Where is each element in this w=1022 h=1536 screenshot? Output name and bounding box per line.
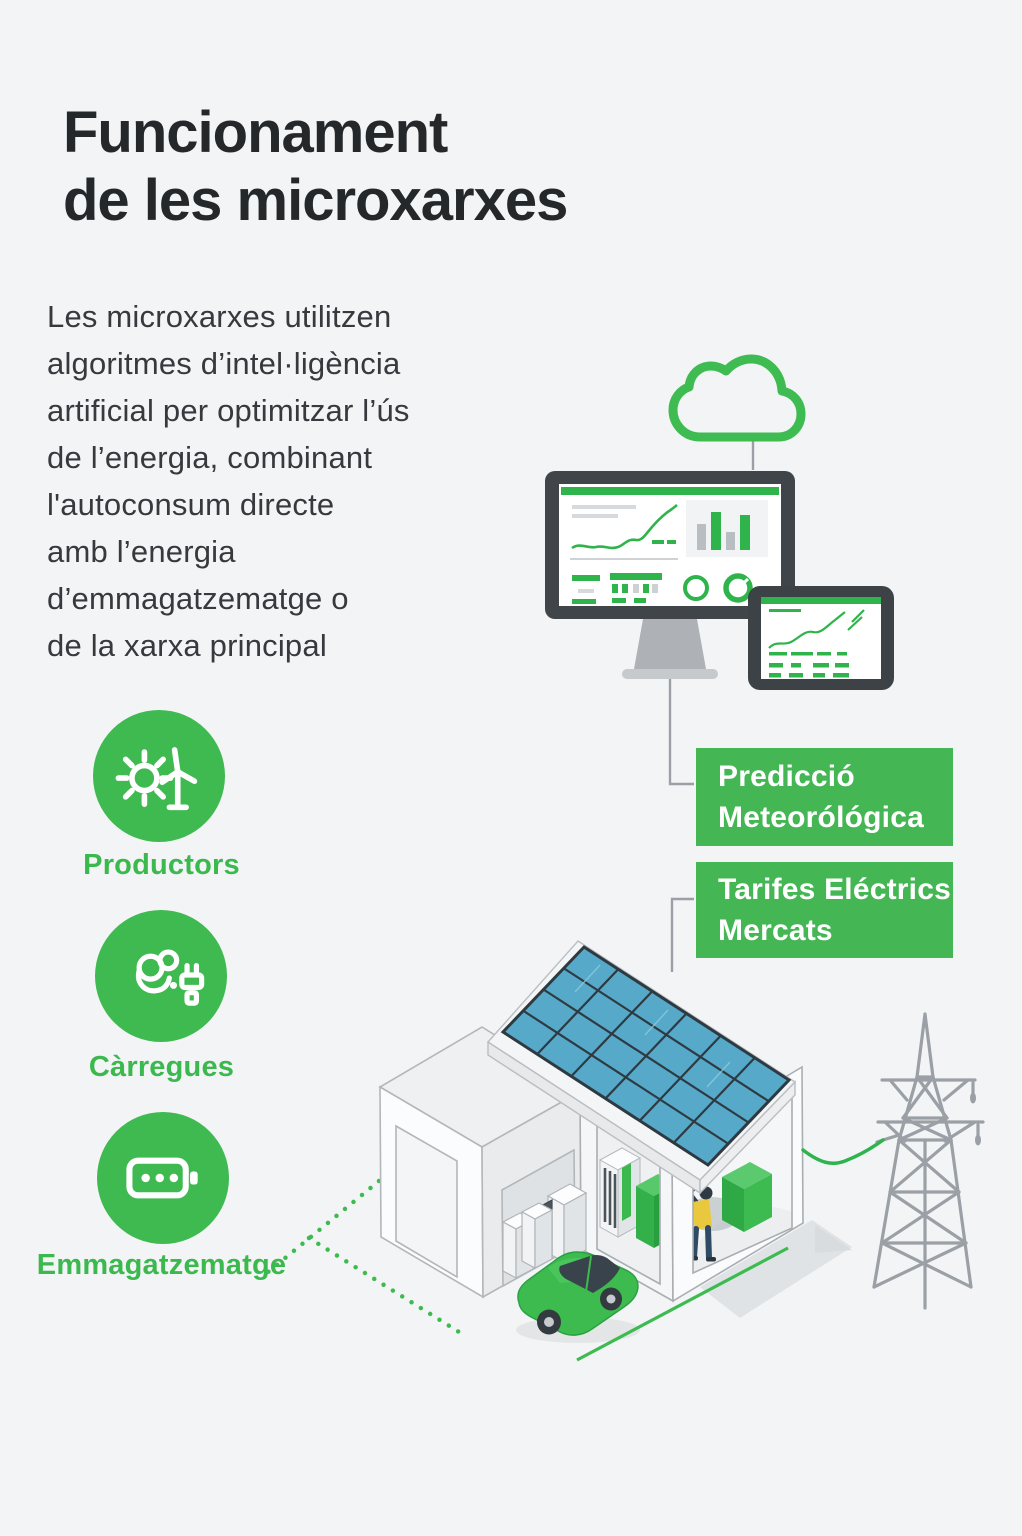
tablet-dashboard: [748, 586, 894, 690]
battery-cabinet-small-2: [522, 1203, 552, 1268]
legend-label-loads: Càrregues: [88, 1051, 235, 1083]
plug-load-icon: [111, 926, 211, 1026]
sun-wind-turbine-icon: [109, 726, 209, 826]
legend-label-producers: Productors: [83, 849, 240, 881]
dashboard-donut-chart: [685, 577, 707, 599]
weather-box-connector: [670, 678, 694, 784]
legend-item-loads: [95, 910, 227, 1042]
legend-item-producers: [93, 710, 225, 842]
page-title: [63, 99, 567, 235]
intro-paragraph: [47, 293, 410, 669]
callout-tariffs-line-1: Tarifes Eléctrics: [718, 873, 951, 906]
monitor-base: [622, 669, 718, 679]
tower-shadow: [815, 1225, 852, 1253]
intro-line: Les microxarxes utilitzen: [47, 299, 392, 334]
tariffs-box-connector: [672, 899, 694, 972]
intro-line: de la xarxa principal: [47, 628, 327, 663]
intro-line: algoritmes d’intel·ligència: [47, 346, 401, 381]
callout-weather-box: [696, 748, 953, 846]
dashboard-header-bar: [561, 487, 779, 495]
page-title-line-1: Funcionament: [63, 100, 448, 165]
green-status-strip: [622, 1163, 631, 1221]
callout-tariffs-line-2: Mercats: [718, 914, 833, 947]
callout-weather-line-1: Predicció: [718, 760, 855, 793]
grid-wire: [803, 1140, 883, 1163]
battery-icon: [111, 1126, 215, 1230]
insulator: [975, 1135, 981, 1146]
intro-line: l'autoconsum directe: [47, 487, 335, 522]
cloud-icon: [673, 359, 801, 437]
legend-label-storage: Emmagatzematge: [36, 1249, 287, 1281]
page-title-line-2: de les microxarxes: [63, 168, 568, 233]
battery-cabinet-tall: [548, 1184, 586, 1262]
monitor-stand: [634, 619, 706, 669]
callout-weather-line-2: Meteorólógica: [718, 801, 924, 834]
callout-tariffs-box: [696, 862, 953, 958]
intro-line: amb l’energia: [47, 534, 236, 569]
transmission-tower: [874, 1014, 983, 1308]
intro-line: d’emmagatzematge o: [47, 581, 349, 616]
intro-line: de l’energia, combinant: [47, 440, 373, 475]
intro-line: artificial per optimitzar l’ús: [47, 393, 410, 428]
legend-item-storage: [97, 1112, 229, 1244]
insulator: [970, 1093, 976, 1104]
